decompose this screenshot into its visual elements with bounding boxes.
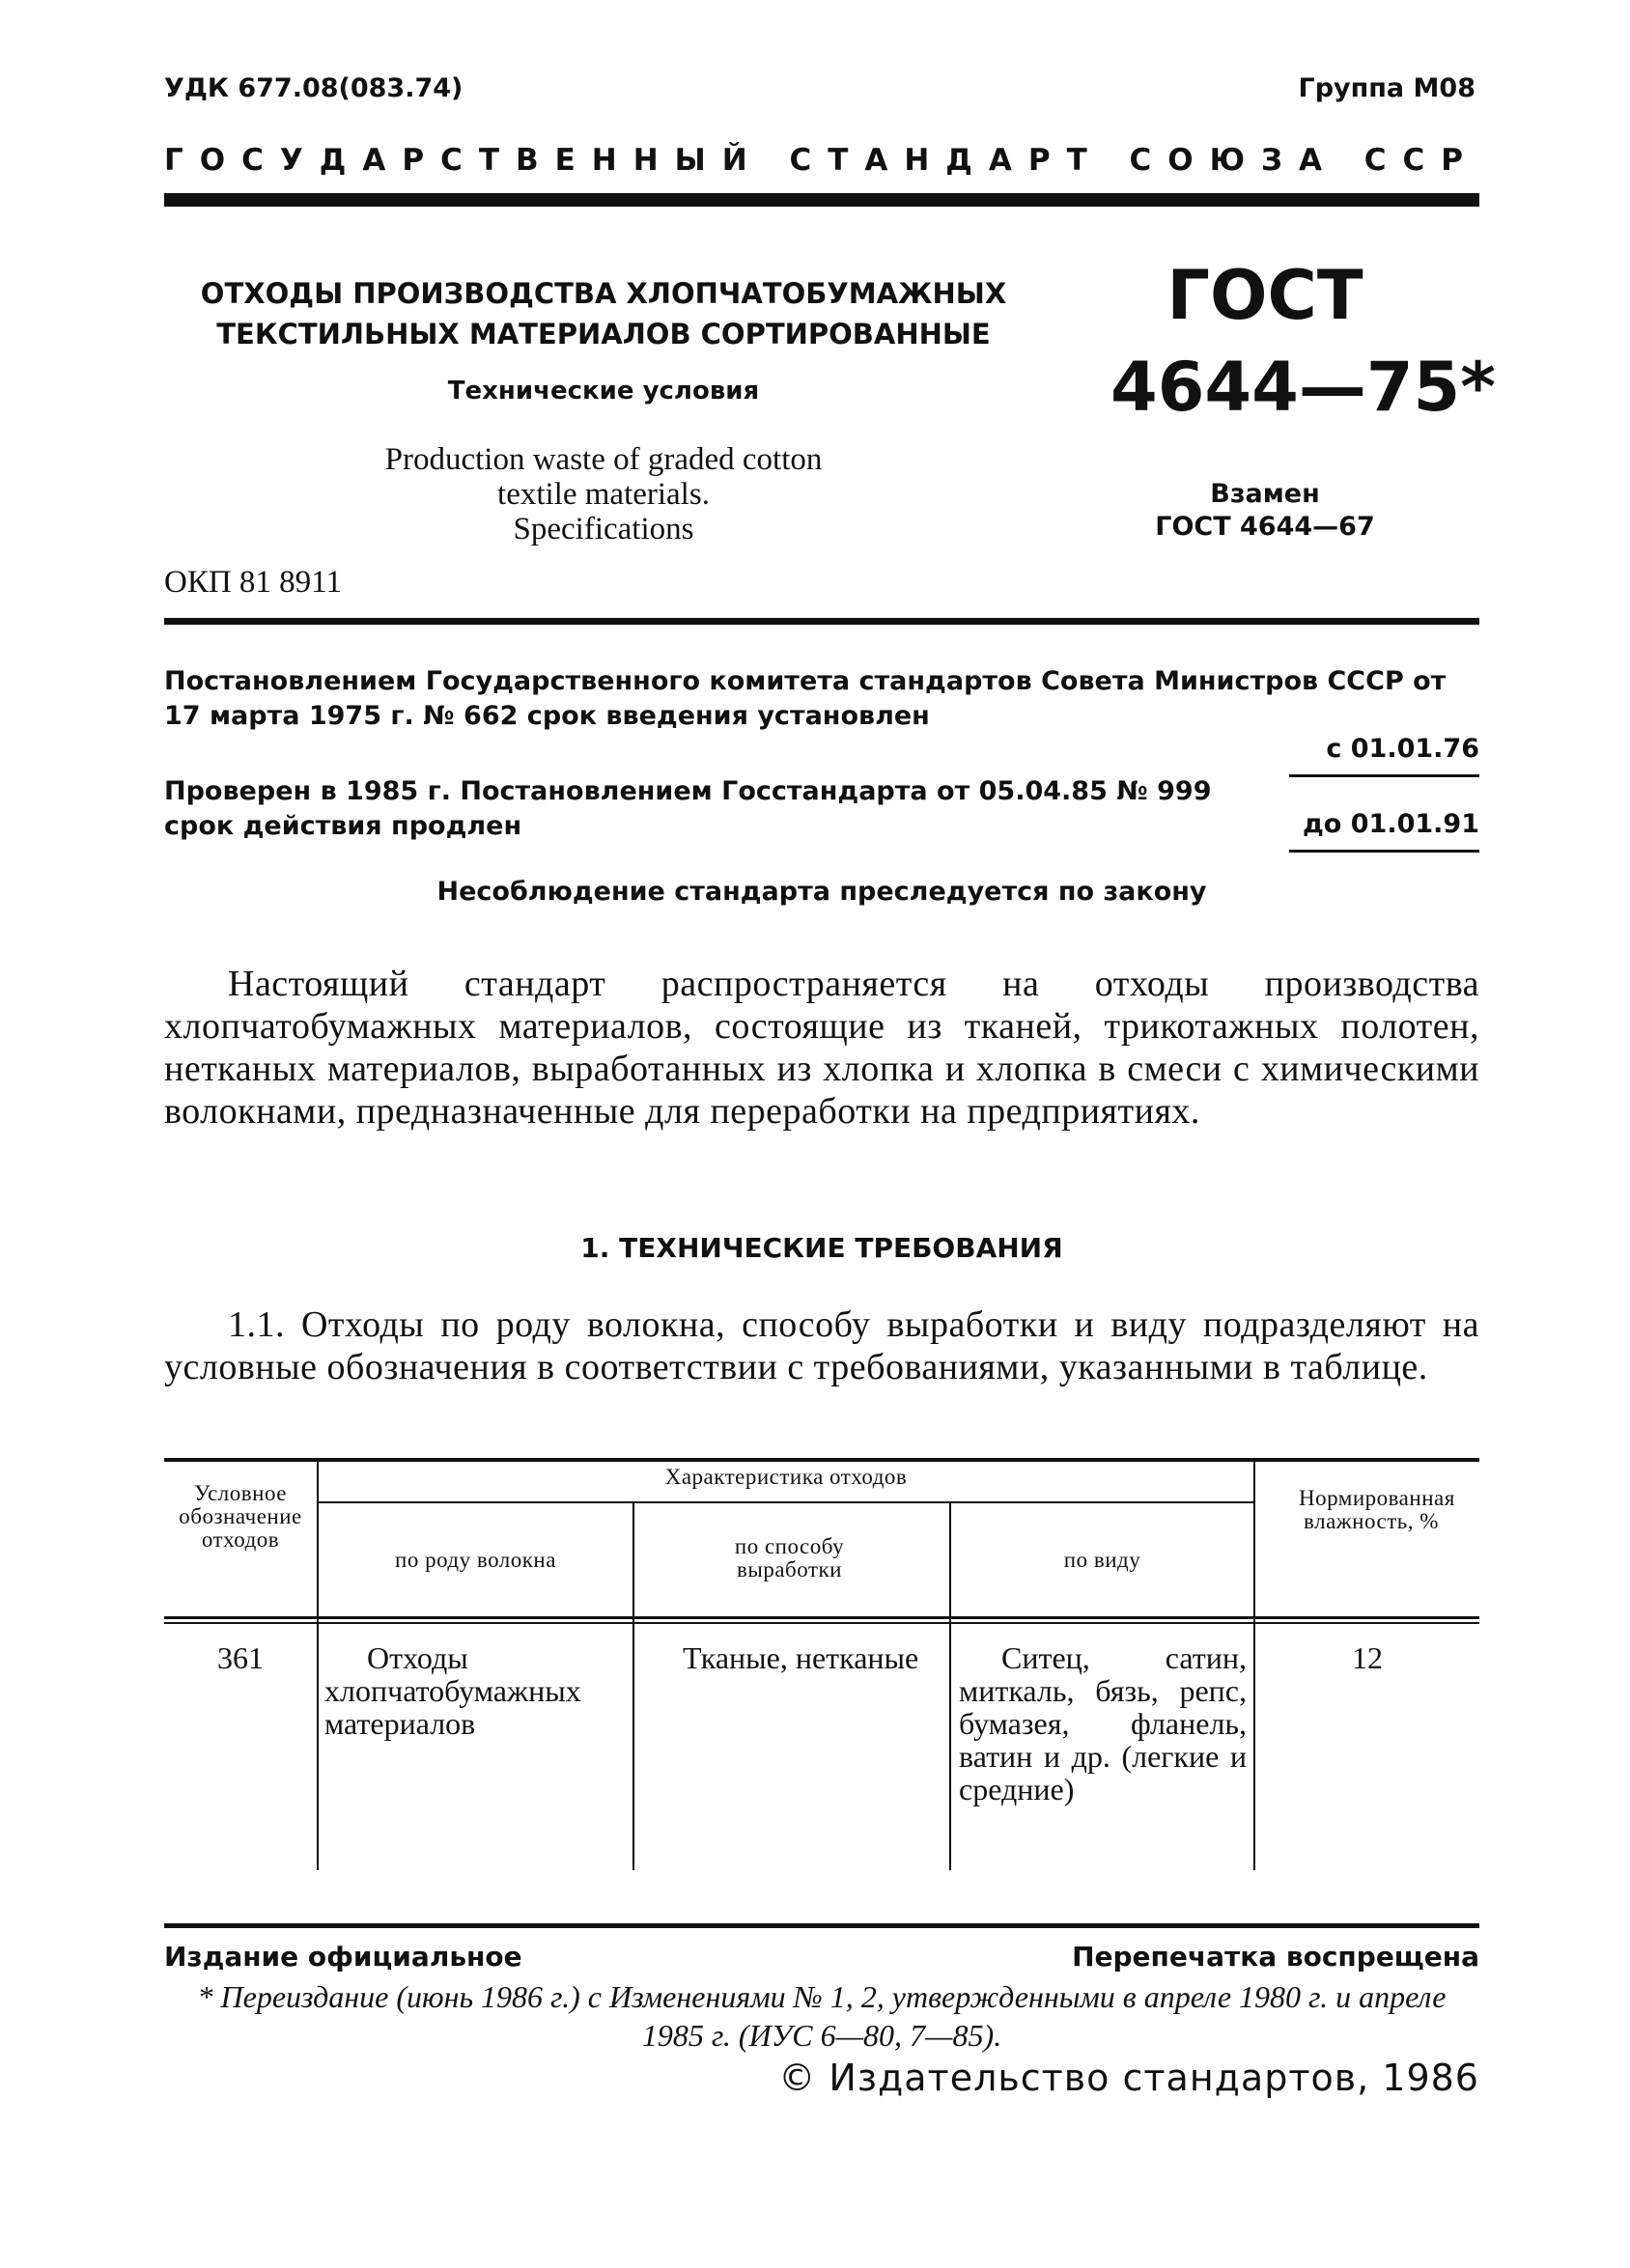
edition-note: Издание официальное — [164, 1941, 522, 1973]
banner-word: СОЮЗА — [1129, 143, 1339, 178]
header-code: Условное обозначение отходов — [179, 1481, 302, 1552]
english-title-line: textile materials. — [497, 477, 710, 512]
table-header-rule — [164, 1616, 1479, 1619]
column-divider — [632, 1503, 634, 1870]
reprint-note: Перепечатка воспрещена — [1072, 1941, 1479, 1973]
date-from-underline — [1289, 774, 1479, 777]
title-line: ТЕКСТИЛЬНЫХ МАТЕРИАЛОВ СОРТИРОВАННЫЕ — [216, 318, 991, 350]
gost-number: 4644—75* — [1110, 348, 1496, 427]
banner-word: СТАНДАРТ — [789, 143, 1104, 178]
document-subtitle: Технические условия — [447, 377, 760, 406]
udk-code: УДК 677.08(083.74) — [164, 73, 464, 103]
checked-text: Проверен в 1985 г. Постановлением Госстандарта от 05.04.85 № 999 срок действия продлен — [164, 776, 1212, 841]
english-title-line: Production waste of graded cotton — [384, 442, 823, 477]
section-heading: 1. ТЕХНИЧЕСКИЕ ТРЕБОВАНИЯ — [580, 1232, 1063, 1264]
header-group: Характеристика отходов — [664, 1465, 908, 1489]
title-rule — [164, 618, 1479, 625]
intro-paragraph: Настоящий стандарт распространяется на отходы производства хлопчатобумажных материалов, состоящие из тканей, трикотажных полотен, нетканых материалов, выработанных из хлопка и хлопка в смеси с химическими волокнами, предназначенные для переработки на предприятиях. — [164, 964, 1479, 1132]
header-fiber: по роду волокна — [395, 1548, 556, 1572]
copyright: © Издательство стандартов, 1986 — [778, 2057, 1479, 2099]
table-top-rule — [164, 1458, 1479, 1462]
state-standard-banner — [164, 143, 1479, 178]
top-rule — [164, 193, 1479, 207]
table-header-rule-2 — [164, 1622, 1479, 1624]
header-moisture: Нормированная влажность, % — [1299, 1486, 1455, 1533]
date-to: до 01.01.91 — [1303, 809, 1479, 839]
reissue-footnote: * Переиздание (июнь 1986 г.) с Изменениями № 1, 2, утвержденными в апреле 1980 г. и апреле 1985 г. (ИУС 6—80, 7—85). — [197, 1979, 1447, 2053]
cell-moisture: 12 — [1352, 1640, 1383, 1675]
decree-text: Постановлением Государственного комитета стандартов Совета Министров СССР от 17 марта 1975 г. № 662 срок введения установлен — [164, 666, 1447, 731]
date-to-underline — [1289, 850, 1479, 853]
header-method: по способу выработки — [734, 1534, 845, 1582]
header-type: по виду — [1063, 1548, 1141, 1572]
footer-rule — [164, 1923, 1479, 1928]
group-header-rule — [319, 1501, 1253, 1503]
banner-word: ГОСУДАРСТВЕННЫЙ — [164, 143, 764, 178]
english-title-line: Specifications — [513, 512, 694, 546]
cell-fiber: Отходы хлопчатобумажных материалов — [324, 1640, 581, 1741]
okp-code: ОКП 81 8911 — [164, 565, 342, 600]
english-title — [164, 442, 1043, 546]
replaces-block — [1110, 478, 1419, 544]
cell-method: Тканые, нетканые — [683, 1640, 919, 1675]
document-title — [164, 273, 1043, 354]
cell-code: 361 — [217, 1640, 264, 1675]
title-line: ОТХОДЫ ПРОИЗВОДСТВА ХЛОПЧАТОБУМАЖНЫХ — [200, 277, 1007, 310]
replaces-standard: ГОСТ 4644—67 — [1155, 512, 1375, 542]
group-code: Группа М08 — [1298, 73, 1475, 103]
clause-1-1: 1.1. Отходы по роду волокна, способу выработки и виду подразделяют на условные обозначения в соответствии с требованиями, указанными в таблице. — [164, 1304, 1479, 1387]
gost-label: ГОСТ — [1166, 256, 1363, 335]
banner-word: ССР — [1363, 143, 1479, 178]
date-from: с 01.01.76 — [1326, 734, 1479, 764]
law-notice: Несоблюдение стандарта преследуется по закону — [436, 877, 1207, 907]
cell-type: Ситец, сатин, миткаль, бязь, репс, бумазея, фланель, ватин и др. (легкие и средние) — [959, 1640, 1247, 1806]
column-divider — [317, 1460, 319, 1870]
replaces-label: Взамен — [1210, 479, 1320, 509]
